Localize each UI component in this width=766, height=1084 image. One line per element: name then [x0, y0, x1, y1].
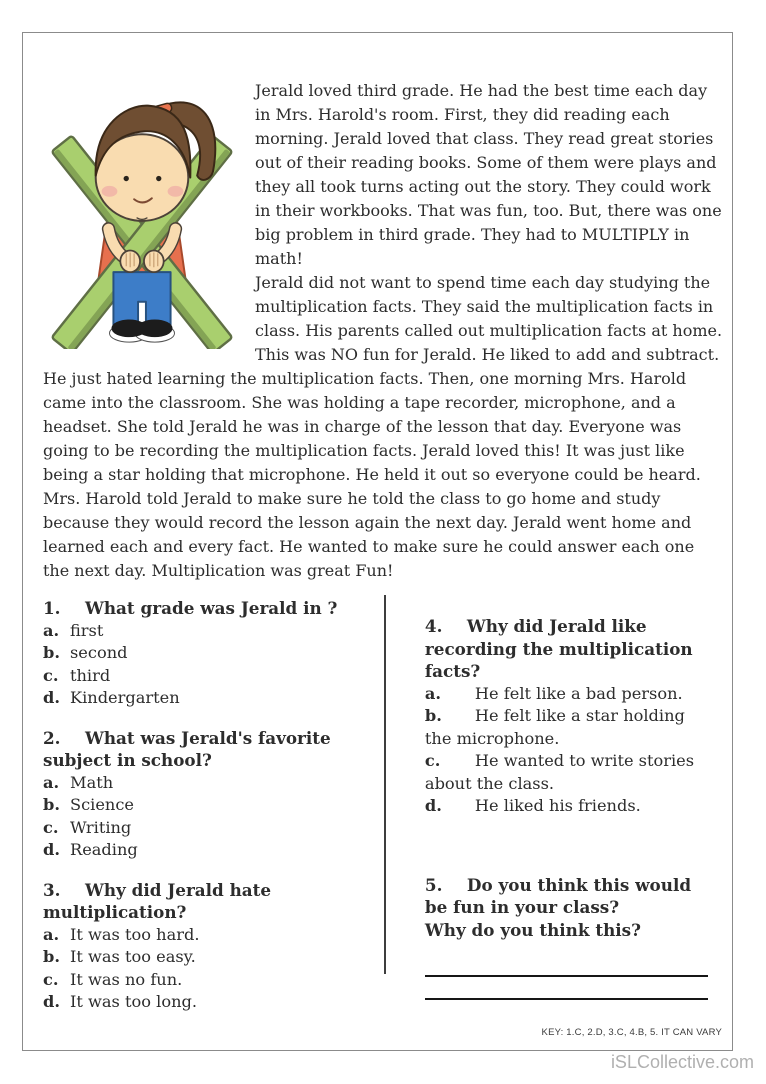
girl-with-multiplication-x-illustration — [43, 81, 241, 349]
question-4 — [425, 615, 708, 818]
option-row: a. Math — [43, 772, 114, 792]
question-3 — [43, 879, 373, 1014]
option-row: d. Kindergarten — [43, 688, 180, 707]
questions-section — [43, 597, 724, 1031]
question-5 — [425, 874, 708, 1001]
watermark: iSLCollective.com — [610, 1052, 754, 1072]
option-row: a. first — [43, 620, 104, 640]
questions-left-column — [43, 597, 383, 1031]
option-row: b. It was too easy. — [43, 947, 196, 966]
option-row: c. It was no fun. — [43, 969, 183, 989]
option-row: a. It was too hard. — [43, 924, 200, 944]
worksheet-page — [22, 32, 733, 1051]
passage-paragraph-1: Jerald loved third grade. He had the best time each day in Mrs. Harold's room. First, they did reading each morning. Jerald loved that class. They read great stories out of their reading books. Some of them were plays and they all took turns acting out the story. They could work in their workbooks. That was fun, too. But, there was one big problem in third grade. They had to MULTIPLY in math! — [255, 81, 722, 268]
passage-paragraph-2: Jerald did not want to spend time each day studying the multiplication facts. They said the multiplication facts in class. His parents called out multiplication facts at home. This was NO fun for Jerald. He liked to add and subtract. He just hated learning the multiplication facts. Then, one morning Mrs. Harold came into the classroom. She was holding a tape recorder, microphone, and a headset. She told Jerald he was in charge of the lesson that day. Everyone was going to be recording the multiplication facts. Jerald loved this! It was just like being a star holding that microphone. He held it out so everyone could be heard. Mrs. Harold told Jerald to make sure he told the class to go home and study because they would record the lesson again the next day. Jerald went home and learned each and every fact. He wanted to make sure he could answer each one the next day. Multiplication was great Fun! — [43, 273, 723, 580]
question-text: What grade was Jerald in ? — [85, 598, 338, 618]
question-text: What was Jerald's favorite subject in school? — [43, 727, 331, 770]
question-2 — [43, 727, 373, 862]
question-number: 5. — [424, 874, 443, 895]
option-row: a. He felt like a bad person. — [424, 683, 683, 703]
question-text: Why did Jerald like recording the multiplication facts? — [424, 616, 693, 681]
option-row: b. second — [43, 643, 128, 662]
option-row: b. Science — [43, 795, 134, 814]
worksheet-content — [23, 33, 732, 1031]
option-row: b. He felt like a star holding the microphone. — [424, 706, 685, 748]
question-number: 3. — [43, 879, 61, 900]
girl-shoes — [109, 319, 174, 342]
option-row: c. Writing — [43, 817, 132, 837]
answer-line-2 — [425, 998, 708, 1000]
question-number: 2. — [43, 727, 61, 748]
option-row: d. He liked his friends. — [424, 796, 641, 815]
option-row: d. It was too long. — [43, 992, 198, 1011]
answer-line-1 — [425, 975, 708, 977]
reading-passage — [43, 79, 724, 583]
question-1 — [43, 597, 373, 710]
question-text: Do you think this would be fun in your class? — [424, 874, 692, 917]
option-row: c. He wanted to write stories about the class. — [424, 751, 695, 793]
column-divider — [384, 595, 386, 974]
question-text-line2: Why do you think this? — [424, 919, 641, 940]
option-row: d. Reading — [43, 840, 138, 859]
question-text: Why did Jerald hate multiplication? — [43, 879, 272, 922]
girl-head — [96, 106, 191, 221]
answer-key: KEY: 1.C, 2.D, 3.C, 4.B, 5. IT CAN VARY — [541, 1027, 722, 1038]
option-row: c. third — [43, 665, 111, 685]
question-number: 1. — [43, 598, 61, 618]
questions-right-column — [405, 597, 724, 1031]
question-number: 4. — [424, 616, 443, 636]
